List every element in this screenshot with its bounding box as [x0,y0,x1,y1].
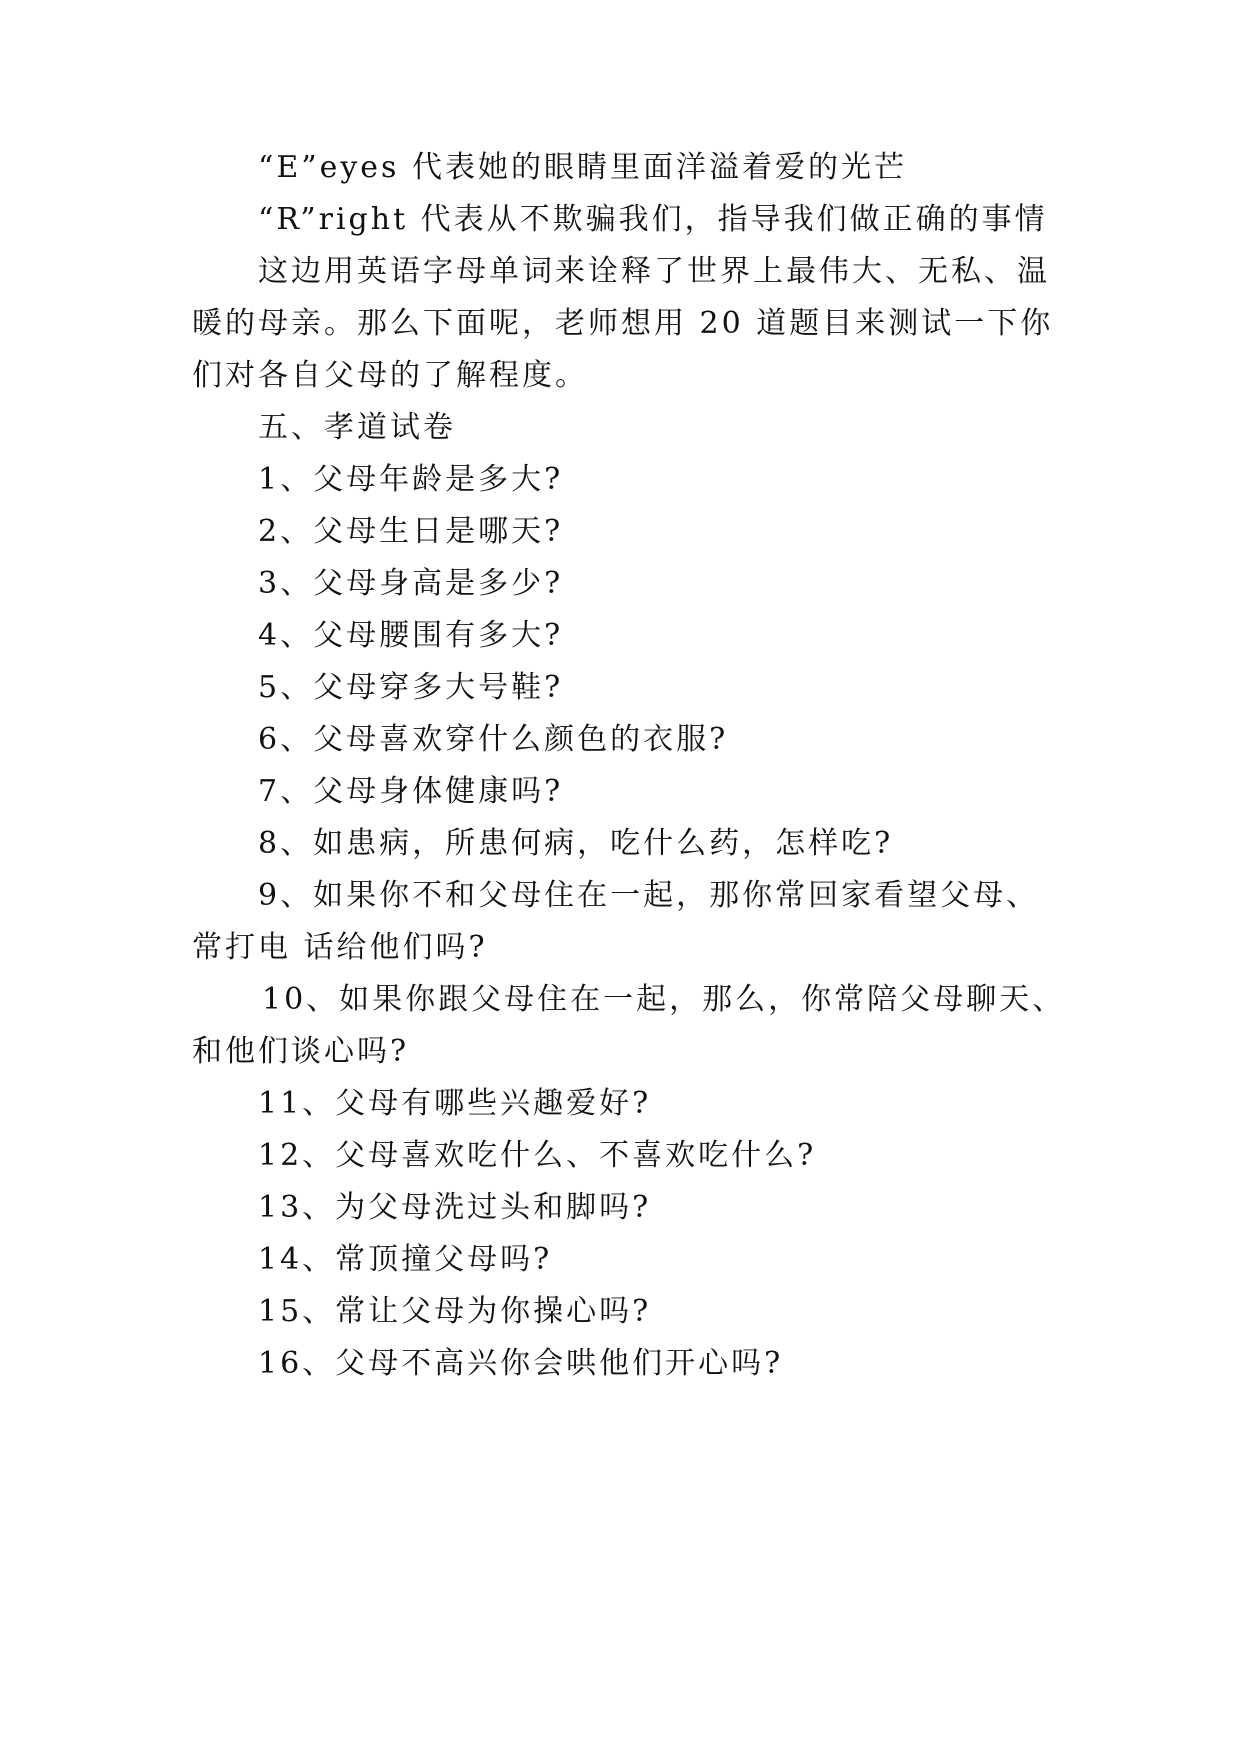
question-13: 13、为父母洗过头和脚吗? [258,1190,652,1225]
question-5: 5、父母穿多大号鞋? [258,670,564,705]
text-line-r-right: “R”right 代表从不欺骗我们，指导我们做正确的事情 [258,202,1048,237]
question-15: 15、常让父母为你操心吗? [258,1294,652,1329]
paragraph-line-3: 们对各自父母的了解程度。 [192,358,588,393]
question-6: 6、父母喜欢穿什么颜色的衣服? [258,722,729,757]
question-12: 12、父母喜欢吃什么、不喜欢吃什么? [258,1138,817,1173]
question-4: 4、父母腰围有多大? [258,618,564,653]
question-14: 14、常顶撞父母吗? [258,1242,553,1277]
question-8: 8、如患病，所患何病，吃什么药，怎样吃? [258,826,894,861]
paragraph-line-2: 暖的母亲。那么下面呢，老师想用 20 道题目来测试一下你 [192,306,1054,341]
question-3: 3、父母身高是多少? [258,566,564,601]
question-10-line-2: 和他们谈心吗? [192,1034,410,1069]
section-heading: 五、孝道试卷 [258,410,456,445]
text-line-e-eyes: “E”eyes 代表她的眼睛里面洋溢着爱的光芒 [258,150,907,185]
question-9-line-1: 9、如果你不和父母住在一起，那你常回家看望父母、 [258,878,1040,913]
paragraph-line-1: 这边用英语字母单词来诠释了世界上最伟大、无私、温 [258,254,1050,289]
question-9-line-2: 常打电 话给他们吗? [192,930,488,965]
question-1: 1、父母年龄是多大? [258,462,564,497]
question-2: 2、父母生日是哪天? [258,514,564,549]
question-16: 16、父母不高兴你会哄他们开心吗? [258,1346,784,1381]
question-7: 7、父母身体健康吗? [258,774,564,809]
question-11: 11、父母有哪些兴趣爱好? [258,1086,652,1121]
question-10-line-1: 10、如果你跟父母住在一起，那么，你常陪父母聊天、 [262,982,1066,1017]
